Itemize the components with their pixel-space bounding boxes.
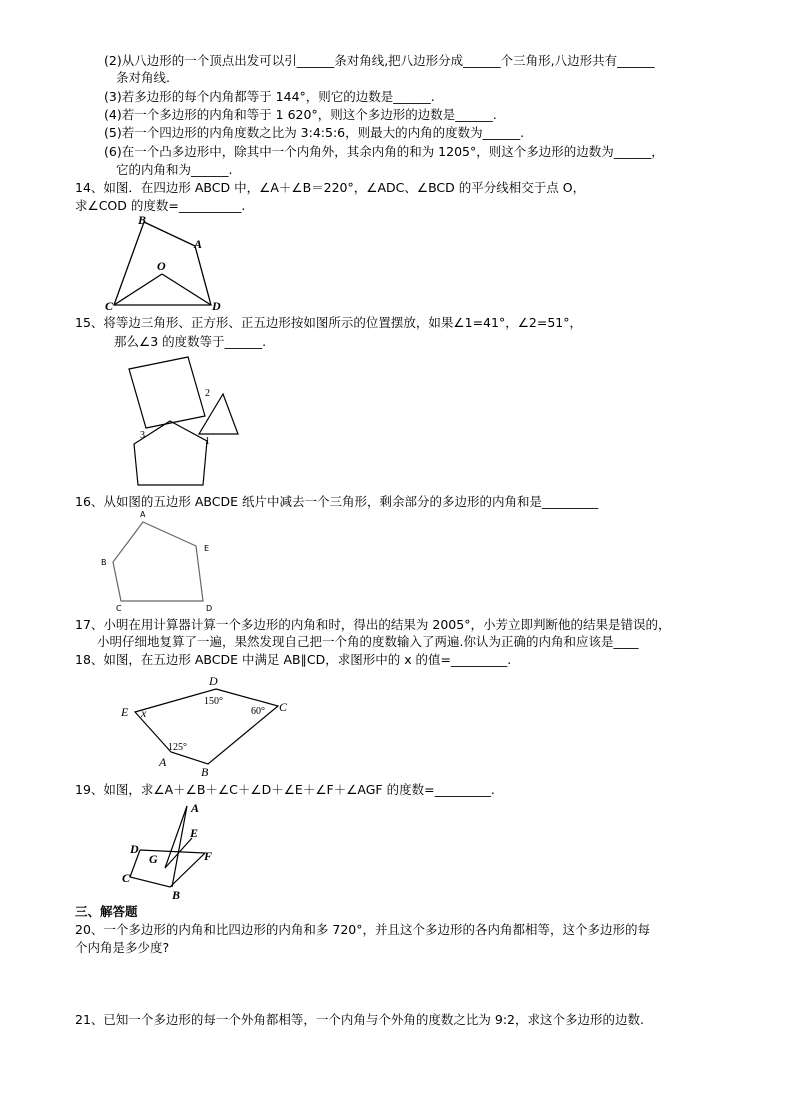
- q18-angle-125: 125°: [168, 742, 187, 753]
- q15-line1: 15、将等边三角形、正方形、正五边形按如图所示的位置摆放，如果∠1=41°，∠2=51°，: [75, 315, 582, 330]
- q17-line2: 小明仔细地复算了一遍，果然发现自己把一个角的度数输入了两遍.你认为正确的内角和应该是____: [97, 634, 639, 649]
- q14-line2: 求∠COD 的度数=__________.: [75, 198, 246, 213]
- q18-label-e: E: [121, 705, 129, 719]
- q14-figure: [100, 212, 240, 312]
- q15-label-2: 2: [205, 388, 210, 399]
- q16-label-c: C: [116, 604, 122, 613]
- q15-figure: [125, 352, 250, 490]
- q20-line1: 20、一个多边形的内角和比四边形的内角和多 720°，并且这个多边形的各内角都相等，这个多边形的每: [75, 922, 650, 937]
- q13-2-line2: 条对角线.: [116, 70, 170, 85]
- q16-label-e: E: [204, 544, 210, 553]
- q19-label-g: G: [149, 852, 158, 866]
- q14-label-o: O: [157, 259, 166, 273]
- q13-6-line2: 它的内角和为______.: [116, 162, 233, 177]
- q18-label-x: x: [141, 706, 147, 720]
- q19-label-d: D: [130, 842, 139, 856]
- q19-label-c: C: [122, 871, 131, 885]
- q19-figure: [117, 800, 227, 902]
- q19-label-e: E: [190, 826, 199, 840]
- q19-label-b: B: [172, 888, 181, 902]
- q13-2-line1: (2)从八边形的一个顶点出发可以引______条对角线,把八边形分成______个三角形,八边形共有______: [104, 53, 655, 68]
- q16-line1: 16、从如图的五边形 ABCDE 纸片中减去一个三角形，剩余部分的多边形的内角和是_________: [75, 494, 599, 509]
- square-shape: [129, 357, 205, 428]
- q16-label-d: D: [206, 604, 213, 613]
- q18-label-c: C: [279, 700, 288, 714]
- q15-label-3: 3: [140, 430, 145, 441]
- section-heading: 三、解答题: [75, 904, 138, 919]
- q13-6-line1: (6)在一个凸多边形中，除其中一个内角外，其余内角的和为 1205°，则这个多边形的边数为______，: [104, 144, 664, 159]
- q18-figure: [115, 672, 295, 780]
- q21-line1: 21、已知一个多边形的每一个外角都相等，一个内角与个外角的度数之比为 9:2，求这个多边形的边数.: [75, 1012, 644, 1027]
- q19-label-f: F: [204, 849, 213, 863]
- q15-line2: 那么∠3 的度数等于______.: [114, 334, 267, 349]
- q14-label-b: B: [138, 213, 147, 227]
- q13-5: (5)若一个四边形的内角度数之比为 3:4:5:6，则最大的内角的度数为______.: [104, 125, 525, 140]
- q16-label-a: A: [140, 510, 146, 519]
- q18-angle-150: 150°: [204, 696, 223, 707]
- q14-label-c: C: [105, 299, 114, 313]
- q13-3: (3)若多边形的每个内角都等于 144°，则它的边数是______.: [104, 89, 435, 104]
- q14-label-a: A: [194, 237, 203, 251]
- q13-4: (4)若一个多边形的内角和等于 1 620°，则这个多边形的边数是______.: [104, 107, 497, 122]
- q18-label-a: A: [159, 755, 167, 769]
- q18-line1: 18、如图，在五边形 ABCDE 中满足 AB∥CD，求图形中的 x 的值=_________.: [75, 652, 512, 667]
- q19-line1: 19、如图，求∠A＋∠B＋∠C＋∠D＋∠E＋∠F＋∠AGF 的度数=_________.: [75, 782, 495, 797]
- q16-figure: [96, 506, 221, 614]
- q18-label-d: D: [209, 674, 218, 688]
- q14-line1: 14、如图．在四边形 ABCD 中，∠A＋∠B＝220°，∠ADC、∠BCD 的平分线相交于点 O，: [75, 180, 586, 195]
- q18-label-b: B: [201, 765, 209, 779]
- q18-angle-60: 60°: [251, 706, 265, 717]
- q20-line2: 个内角是多少度?: [75, 940, 170, 955]
- q15-label-1: 1: [205, 436, 210, 447]
- q14-label-d: D: [212, 299, 221, 313]
- q17-line1: 17、小明在用计算器计算一个多边形的内角和时，得出的结果为 2005°，小芳立即判断他的结果是错误的，: [75, 617, 671, 632]
- q19-label-a: A: [191, 801, 200, 815]
- q16-label-b: B: [101, 558, 107, 567]
